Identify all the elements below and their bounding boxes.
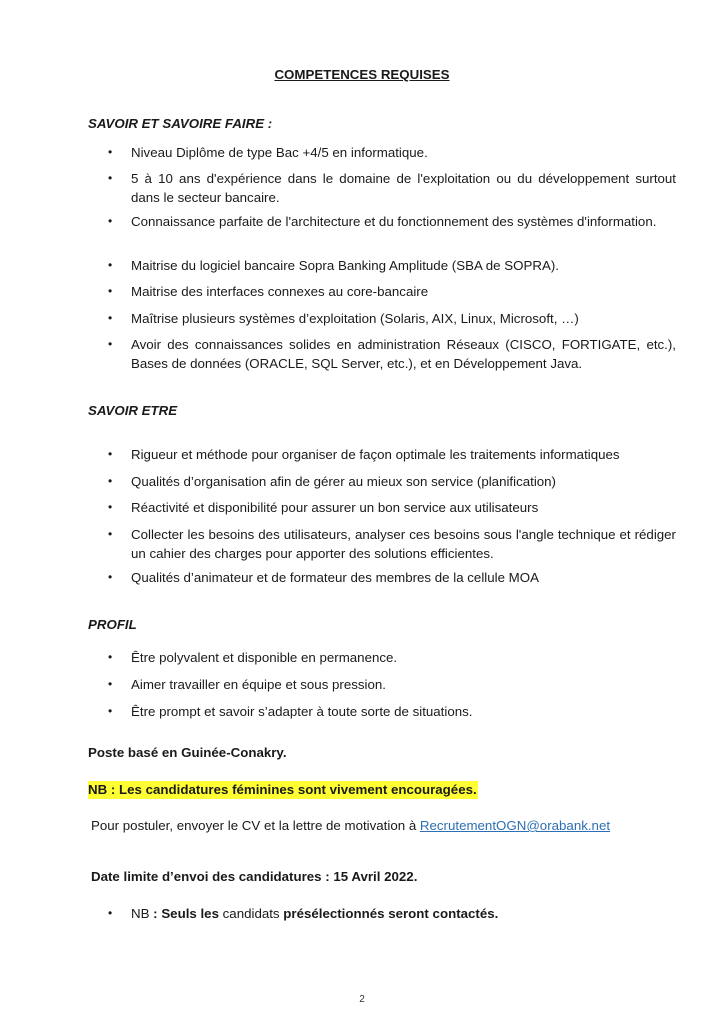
bullet-icon: • xyxy=(108,284,113,298)
bullet-icon: • xyxy=(108,474,113,488)
bullet-icon: • xyxy=(108,337,113,351)
bullet-icon: • xyxy=(108,906,113,920)
page-number: 2 xyxy=(359,994,365,1005)
location-text: Poste basé en Guinée-Conakry. xyxy=(88,745,287,760)
bullet-icon: • xyxy=(108,447,113,461)
bullet-icon: • xyxy=(108,171,113,185)
bullet-icon: • xyxy=(108,650,113,664)
deadline-text: Date limite d’envoi des candidatures : 15 Avril 2022. xyxy=(91,869,418,884)
section-heading-profil: PROFIL xyxy=(88,617,137,632)
bullet-icon: • xyxy=(108,311,113,325)
bullet-icon: • xyxy=(108,214,113,228)
bullet-icon: • xyxy=(108,570,113,584)
bullet-icon: • xyxy=(108,527,113,541)
bullet-icon: • xyxy=(108,704,113,718)
bullet-icon: • xyxy=(108,258,113,272)
bullet-icon: • xyxy=(108,145,113,159)
email-link[interactable]: RecrutementOGN@orabank.net xyxy=(419,818,611,833)
nb-highlight: NB : Les candidatures féminines sont vivement encouragées. xyxy=(88,782,477,797)
page-title: COMPETENCES REQUISES xyxy=(274,67,450,82)
bullet-icon: • xyxy=(108,500,113,514)
section-heading-savoir-faire: SAVOIR ET SAVOIRE FAIRE : xyxy=(88,116,273,131)
apply-instructions: Pour postuler, envoyer le CV et la lettre de motivation à RecrutementOGN@orabank.net xyxy=(91,818,611,833)
bullet-icon: • xyxy=(108,677,113,691)
section-heading-savoir-etre: SAVOIR ETRE xyxy=(88,403,178,418)
